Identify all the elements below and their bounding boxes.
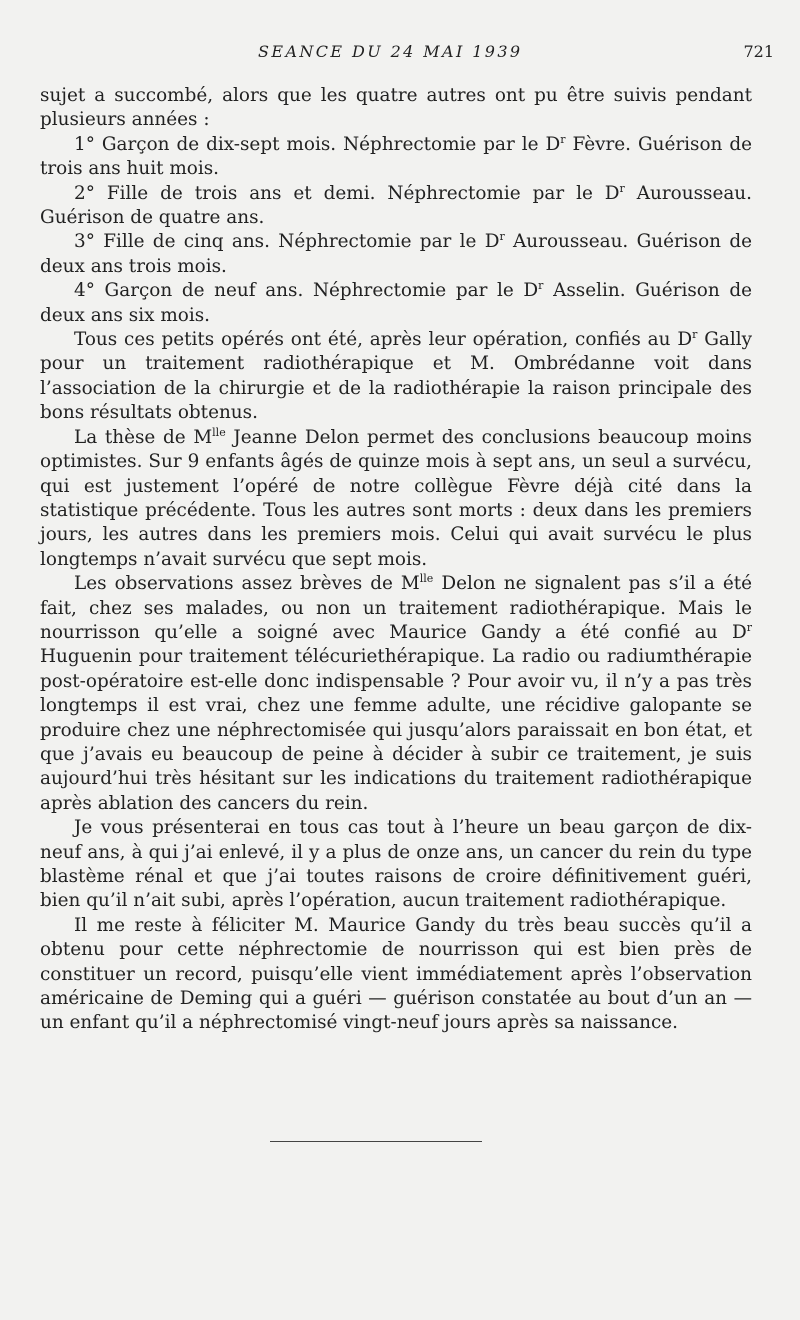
- text-run: 3° Fille de cinq ans. Néphrectomie par le D: [74, 231, 500, 253]
- list-item: [40, 133, 752, 182]
- text-run: Aurousseau. Guérison de deux ans trois mois.: [40, 231, 752, 277]
- text-run: 1° Garçon de dix-sept mois. Néphrectomie par le D: [74, 133, 561, 155]
- superscript: r: [560, 132, 566, 146]
- text-run: La thèse de M: [74, 426, 213, 448]
- superscript: r: [619, 181, 625, 195]
- text-run: Fèvre. Guérison de trois ans huit mois.: [40, 133, 752, 180]
- paragraph: Il me reste à féliciter M. Maurice Gandy du très beau succès qu’il a obtenu pour cette néphrectomie de nourrisson qui est bien près de constituer un record, puisqu’elle vient immédiatement après l’observation américaine de Deming qui a guéri — guérison constatée au bout d’un an — un enfant qu’il a néphrectomisé vingt-neuf jours après sa naissance.: [40, 914, 752, 1034]
- superscript: r: [499, 230, 505, 244]
- text-run: Delon ne signalent pas s’il a été fait, chez ses malades, ou non un traitement radiothérapique. Mais le nourrisson qu’elle a soigné avec Maurice Gandy a été confié au D: [40, 573, 752, 643]
- closing-rule: [270, 1141, 482, 1142]
- superscript: lle: [419, 572, 434, 586]
- text-run: Huguenin pour traitement télécuriethérapique. La radio ou radiumthérapie post-opératoire est-elle donc indispensable ? Pour avoir vu, il n’y a pas très longtemps il est vrai, chez une femme adulte, une récidive galopante se produire chez une néphrectomisée qui jusqu’alors paraissait en bon état, et que j’avais eu beaucoup de peine à décider à subir ce traitement, je suis aujourd’hui très hésitant sur les indications du traitement radiothérapique après ablation des cancers du rein.: [40, 646, 752, 814]
- superscript: lle: [212, 425, 226, 439]
- superscript: r: [692, 328, 698, 342]
- paragraph: [40, 572, 752, 816]
- list-item: [40, 279, 752, 328]
- text-run: Jeanne Delon permet des conclusions beaucoup moins optimistes. Sur 9 enfants âgés de quinze mois à sept ans, un seul a survécu, qui est justement l’opéré de notre collègue Fèvre déjà cité dans la statistique précédente. Tous les autres sont morts : deux dans les premiers jours, les autres dans les premiers mois. Celui qui avait survécu le plus longtemps n’avait survécu que sept mois.: [40, 426, 752, 570]
- text-run: Les observations assez brèves de M: [74, 573, 420, 595]
- text-run: Gally pour un traitement radiothérapique et M. Ombrédanne voit dans l’association de la chirurgie et de la radiothérapie la raison principale des bons résultats obtenus.: [40, 329, 753, 424]
- text-run: 4° Garçon de neuf ans. Néphrectomie par le D: [74, 280, 539, 302]
- superscript: r: [746, 620, 752, 634]
- page-number: 721: [743, 42, 774, 61]
- page-header: [0, 42, 800, 68]
- text-run: Aurousseau. Guérison de quatre ans.: [40, 182, 752, 229]
- text-run: 2° Fille de trois ans et demi. Néphrectomie par le D: [74, 182, 620, 204]
- list-item: [40, 182, 752, 231]
- paragraph: sujet a succombé, alors que les quatre autres ont pu être suivis pendant plusieurs années :: [40, 85, 752, 131]
- text-run: Asselin. Guérison de deux ans six mois.: [40, 280, 752, 326]
- body-text: [40, 84, 752, 1036]
- superscript: r: [538, 279, 544, 293]
- paragraph: [40, 328, 752, 426]
- list-item: [40, 230, 752, 279]
- paragraph: Je vous présenterai en tous cas tout à l’heure un beau garçon de dix-neuf ans, à qui j’ai enlevé, il y a plus de onze ans, un cancer du rein du type blastème rénal et que j’ai toutes raisons de croire définitivement guéri, bien qu’il n’ait subi, après l’opération, aucun traitement radiothérapique.: [40, 817, 752, 912]
- running-title: SEANCE DU 24 MAI 1939: [258, 42, 523, 61]
- text-run: Tous ces petits opérés ont été, après leur opération, confiés au D: [74, 329, 693, 351]
- paragraph: [40, 426, 752, 572]
